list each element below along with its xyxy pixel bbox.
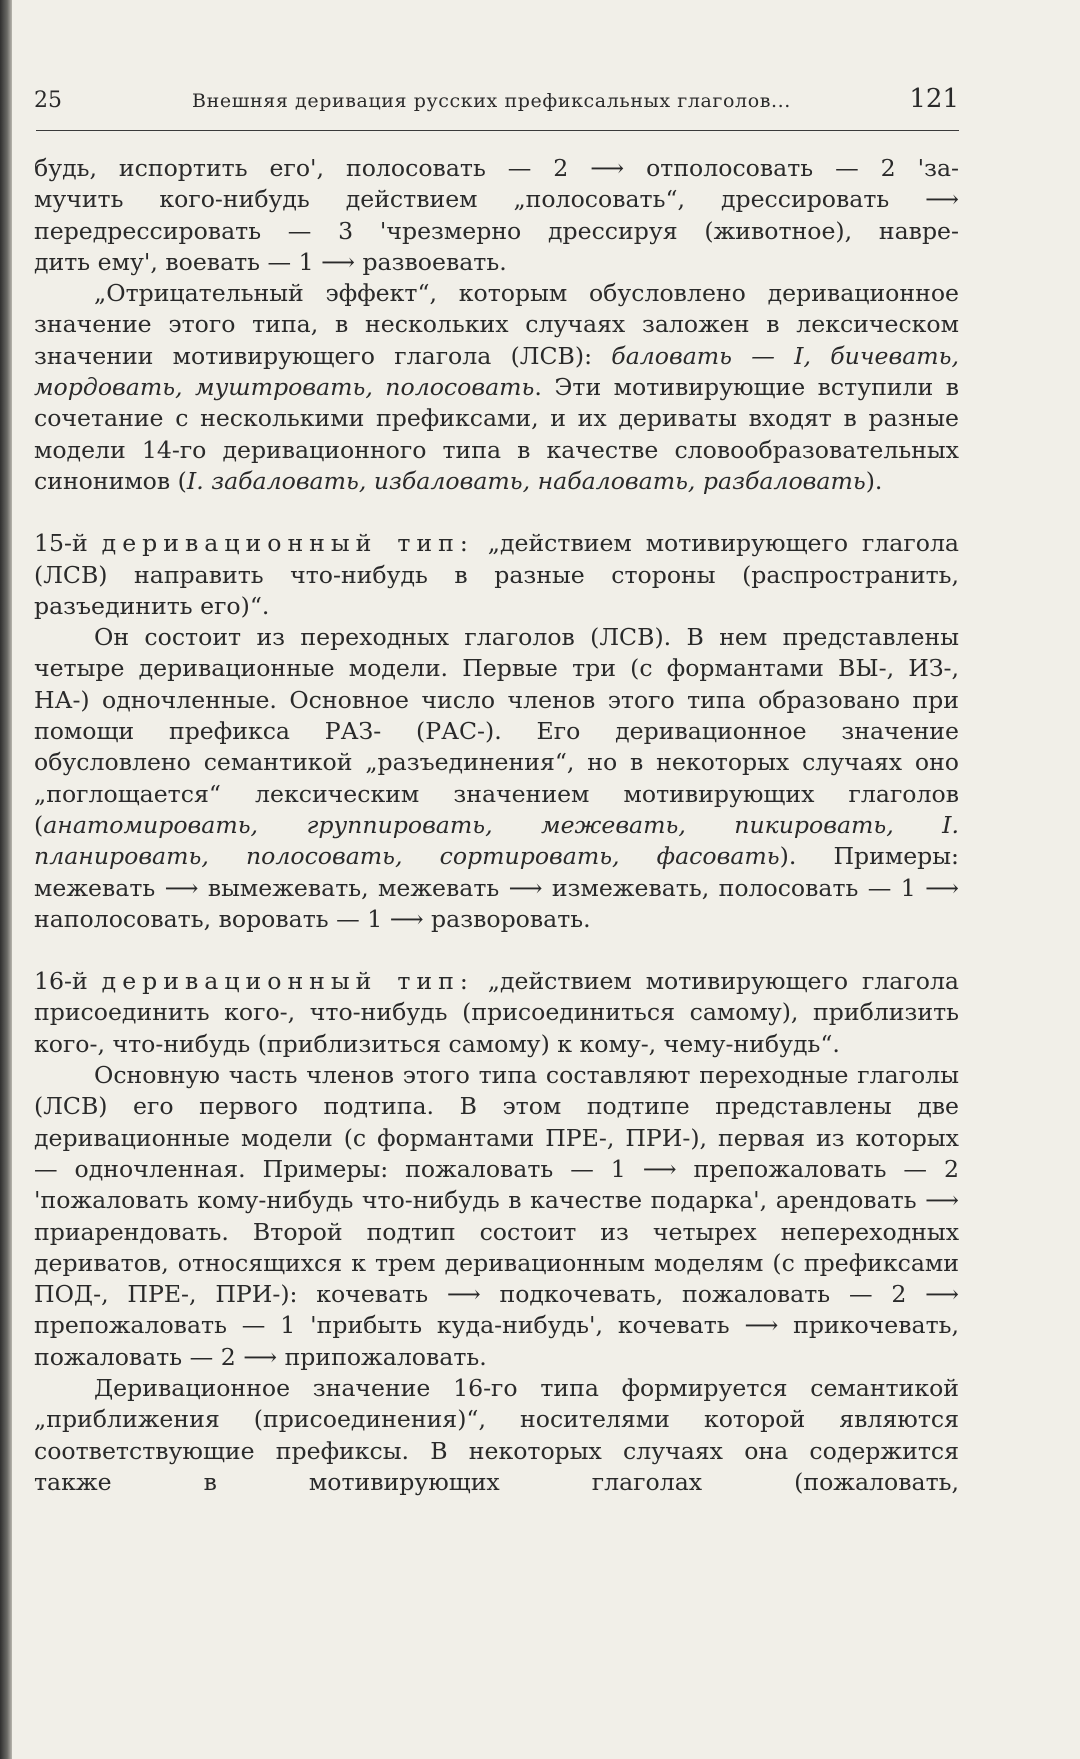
- text-run: „Отрицательный эффект“, которым обусловлено деривационное значение этого типа, в нескольких случаях заложен в лексическом значении мотивирующего глагола (ЛСВ):: [34, 279, 959, 370]
- type-definition: „действием мотивирующего глагола (ЛСВ) направить что-нибудь в разные стороны (распространить, разъединить его)“.: [34, 529, 959, 620]
- section-gap: [34, 935, 959, 966]
- type-label: деривационный тип:: [101, 529, 474, 558]
- header-left-number: 25: [34, 88, 62, 113]
- body-text: [34, 153, 959, 1498]
- text-run: ).: [865, 466, 883, 495]
- paragraph-type-15: [34, 622, 959, 935]
- paragraph-line: будь, испортить его', полосовать — 2 ⟶ отполосовать — 2 'за-: [34, 154, 959, 182]
- italic-examples: баловать — I, бичевать, мордовать, муштровать, полосовать: [34, 341, 959, 402]
- text-run: . Эти мотивирующие вступили в сочетание с несколькими префиксами, и их дериваты входят в разные модели 14-го деривационного типа в качестве словообразовательных синонимов (: [34, 373, 960, 495]
- paragraph-negative-effect: [34, 278, 959, 497]
- type-definition: „действием мотивирующего глагола присоединить кого-, что-нибудь (присоединиться самому), приблизить кого-, что-нибудь (приблизиться самому) к кому-, чему-нибудь“.: [34, 967, 959, 1058]
- paragraph-type-16-meaning: Деривационное значение 16-го типа формируется семантикой „приближения (присоединения)“, носителями которой являются соответствующие префиксы. В некоторых случаях она содержится также в мотивирующих глаголах (пожаловать,: [34, 1373, 959, 1496]
- paragraph-line: дить ему', воевать — 1 ⟶ развоевать.: [34, 247, 507, 276]
- running-head: [34, 84, 959, 128]
- page: [34, 84, 959, 1498]
- paragraph-type-16-subtypes: Основную часть членов этого типа составляют переходные глаголы (ЛСВ) его первого подтипа. В этом подтипе представлены две деривационные модели (с формантами ПРЕ-, ПРИ-), первая из которых — одночленная. Примеры: пожаловать — 1 ⟶ препожаловать — 2 'пожаловать кому-нибудь что-нибудь в качестве подарка', арендовать ⟶ приарендовать. Второй подтип состоит из четырех непереходных дериватов, относящихся к трем деривационным моделям (с префиксами ПОД-, ПРЕ-, ПРИ-): кочевать ⟶ подкочевать, пожаловать — 2 ⟶ препожаловать — 1 'прибыть куда-нибудь', кочевать ⟶ прикочевать, пожаловать — 2 ⟶ припожаловать.: [34, 1061, 959, 1371]
- header-rule: [36, 130, 959, 131]
- text-run: Он состоит из переходных глаголов (ЛСВ). В нем представлены четыре деривационные модели. Первые три (с формантами ВЫ-, ИЗ-, НА-) одночленные. Основное число членов этого типа образовано при помощи префикса РАЗ- (РАС-). Его деривационное значение обусловлено семантикой „разъединения“, но в некоторых случаях оно „поглощается“ лексическим значением мотивирующих глаголов (: [34, 623, 959, 839]
- italic-examples: I. забаловать, избаловать, набаловать, разбаловать: [186, 466, 866, 495]
- page-number: 121: [909, 84, 959, 114]
- paragraph-line: передрессировать — 3 'чрезмерно дрессируя (животное), навре-: [34, 216, 959, 245]
- section-gap: [34, 497, 959, 528]
- derivation-type-15-heading: [34, 528, 959, 622]
- derivation-type-16-heading: [34, 966, 959, 1060]
- book-binding-edge: [0, 0, 12, 1759]
- type-label: деривационный тип:: [101, 967, 474, 996]
- paragraph-line: мучить кого-нибудь действием „полосовать“, дрессировать ⟶: [34, 185, 959, 214]
- italic-examples: анатомировать, группировать, межевать, пикировать, I. планировать, полосовать, сортировать, фасовать: [34, 810, 959, 871]
- type-number: 16-й: [34, 967, 88, 996]
- type-number: 15-й: [34, 529, 88, 558]
- header-title: Внешняя деривация русских префиксальных глаголов...: [192, 90, 791, 112]
- text-run: ). Примеры: межевать ⟶ вымежевать, межевать ⟶ измежевать, полосовать — 1 ⟶ наполосовать, воровать — 1 ⟶ разворовать.: [34, 842, 959, 933]
